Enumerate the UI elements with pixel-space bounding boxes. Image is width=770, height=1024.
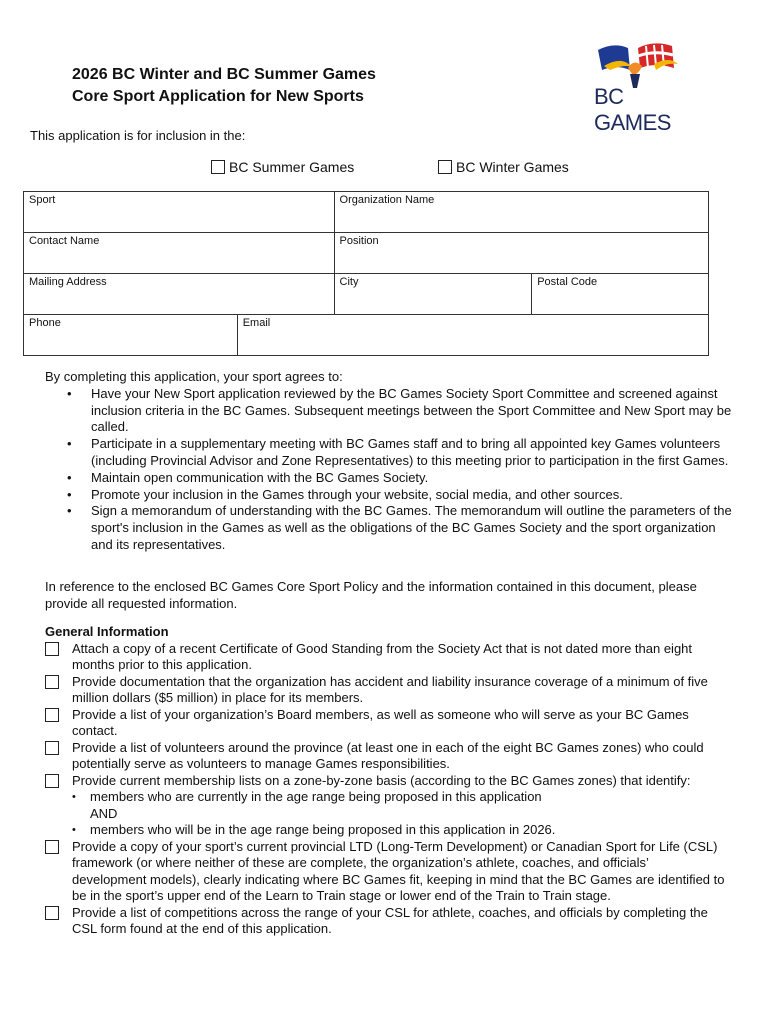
- position-label: Position: [339, 235, 379, 247]
- membership-subitem: • members who are currently in the age range being proposed in this application: [72, 789, 725, 806]
- checklist-item: [45, 707, 725, 740]
- bc-games-logo: [594, 40, 706, 135]
- summer-games-checkbox[interactable]: [211, 160, 225, 174]
- sport-field[interactable]: [24, 192, 335, 233]
- checklist-checkbox[interactable]: [45, 675, 59, 689]
- logo-text: BC GAMES: [594, 84, 671, 135]
- contact-name-field[interactable]: [24, 233, 335, 274]
- city-label: City: [339, 276, 359, 288]
- city-field[interactable]: [334, 274, 532, 315]
- agreement-item: • Participate in a supplementary meeting with BC Games staff and to bring all appointed key Games volunteers (including Provincial Advisor and Zone Representatives) to this meeting prior to participation in the first Games.: [67, 436, 735, 470]
- membership-subitem: • members who will be in the age range being proposed in this application in 2026.: [72, 822, 725, 839]
- flag-torch-icon: [594, 40, 706, 88]
- agreement-section: [45, 369, 735, 554]
- intro-text: This application is for inclusion in the:: [30, 128, 246, 143]
- agreement-intro: By completing this application, your sport agrees to:: [45, 369, 343, 384]
- winter-games-option[interactable]: [438, 159, 569, 175]
- membership-and: AND: [90, 805, 118, 821]
- sport-label: Sport: [29, 194, 56, 206]
- position-field[interactable]: [334, 233, 708, 274]
- page-title: [72, 64, 376, 108]
- applicant-info-table: [23, 191, 709, 356]
- winter-games-checkbox[interactable]: [438, 160, 452, 174]
- checklist-item: [45, 839, 725, 905]
- checklist-text: Provide a list of volunteers around the province (at least one in each of the eight BC Games zones) who could potentially serve as volunteers to manage Games responsibilities.: [72, 739, 704, 771]
- contact-name-label: Contact Name: [29, 235, 100, 247]
- general-information-section: [45, 624, 725, 938]
- email-label: Email: [242, 317, 271, 329]
- checklist-checkbox[interactable]: [45, 642, 59, 656]
- reference-paragraph: In reference to the enclosed BC Games Core Sport Policy and the information contained in this document, please provide all requested information.: [45, 579, 697, 611]
- winter-games-label: BC Winter Games: [456, 159, 569, 175]
- title-line-1: 2026 BC Winter and BC Summer Games: [72, 66, 376, 83]
- membership-sublist: [72, 789, 725, 839]
- checklist-item: [45, 674, 725, 707]
- agreement-list: [67, 386, 735, 554]
- agreement-item: • Sign a memorandum of understanding with the BC Games. The memorandum will outline the parameters of the sport's inclusion in the Games as well as the obligations of the BC Games Society and the sport organization and its representatives.: [67, 503, 735, 553]
- organization-name-label: Organization Name: [339, 194, 435, 206]
- checklist-text: Attach a copy of a recent Certificate of Good Standing from the Society Act that is not dated more than eight months prior to this application.: [72, 640, 693, 672]
- checklist-checkbox[interactable]: [45, 840, 59, 854]
- postal-code-label: Postal Code: [537, 276, 598, 288]
- checklist-checkbox[interactable]: [45, 708, 59, 722]
- checklist-text: Provide a copy of your sport’s current provincial LTD (Long-Term Development) or Canadian Sport for Life (CSL) framework (or where neither of these are complete, the organization’s athlete, coaches, and officials’ development models), clearly indicating where BC Games fit, keeping in mind that the BC Games are identified to be in the sport’s upper end of the Learn to Train stage or lower end of the Train to Train stage.: [72, 838, 725, 903]
- phone-field[interactable]: [24, 315, 238, 356]
- checklist-text: Provide current membership lists on a zone-by-zone basis (according to the BC Games zones) that identify:: [72, 772, 691, 788]
- mailing-address-field[interactable]: [24, 274, 335, 315]
- summer-games-option[interactable]: [211, 159, 354, 175]
- agreement-item: • Promote your inclusion in the Games through your website, social media, and other sources.: [67, 487, 735, 504]
- checklist-text: Provide documentation that the organization has accident and liability insurance coverage of a minimum of five million dollars ($5 million) in place for its members.: [72, 673, 708, 705]
- phone-label: Phone: [29, 317, 61, 329]
- email-field[interactable]: [237, 315, 708, 356]
- checklist-item: [45, 773, 725, 839]
- checklist-checkbox[interactable]: [45, 774, 59, 788]
- checklist-item: [45, 641, 725, 674]
- agreement-item: • Have your New Sport application reviewed by the BC Games Society Sport Committee and screened against inclusion criteria in the BC Games. Subsequent meetings between the Sport Committee and New Sport may be called.: [67, 386, 735, 436]
- organization-name-field[interactable]: [334, 192, 708, 233]
- checklist-item: [45, 905, 725, 938]
- checklist-item: [45, 740, 725, 773]
- checklist-text: Provide a list of your organization’s Board members, as well as someone who will serve as your BC Games contact.: [72, 706, 689, 738]
- agreement-item: • Maintain open communication with the BC Games Society.: [67, 470, 735, 487]
- checklist-checkbox[interactable]: [45, 906, 59, 920]
- general-information-heading: General Information: [45, 624, 169, 639]
- postal-code-field[interactable]: [532, 274, 709, 315]
- title-line-2: Core Sport Application for New Sports: [72, 88, 364, 105]
- mailing-address-label: Mailing Address: [29, 276, 107, 288]
- summer-games-label: BC Summer Games: [229, 159, 355, 175]
- checklist-checkbox[interactable]: [45, 741, 59, 755]
- checklist-text: Provide a list of competitions across the range of your CSL for athlete, coaches, and officials by completing the CSL form found at the end of this application.: [72, 904, 708, 936]
